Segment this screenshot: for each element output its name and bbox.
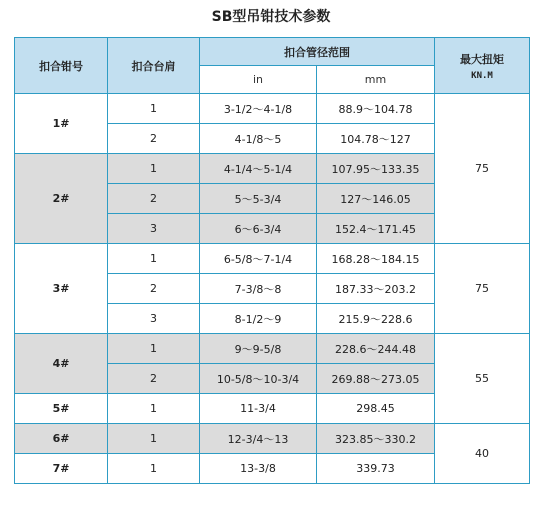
- range-in-cell: 4-1/8～5: [200, 124, 317, 154]
- header-torque: [435, 38, 530, 94]
- shoulder-cell: 2: [108, 274, 200, 304]
- range-mm-cell: 104.78～127: [317, 124, 435, 154]
- range-mm-cell: 168.28～184.15: [317, 244, 435, 274]
- shoulder-cell: 3: [108, 214, 200, 244]
- range-mm-cell: 107.95～133.35: [317, 154, 435, 184]
- model-cell: 5#: [15, 394, 108, 424]
- shoulder-cell: 1: [108, 154, 200, 184]
- range-mm-cell: 339.73: [317, 454, 435, 484]
- table-row: [15, 94, 530, 124]
- range-in-cell: 13-3/8: [200, 454, 317, 484]
- range-in-cell: 3-1/2～4-1/8: [200, 94, 317, 124]
- shoulder-cell: 1: [108, 394, 200, 424]
- range-mm-cell: 127～146.05: [317, 184, 435, 214]
- table-row: [15, 424, 530, 454]
- header-torque-unit: KN.M: [471, 70, 493, 81]
- model-cell: 4#: [15, 334, 108, 394]
- range-in-cell: 12-3/4～13: [200, 424, 317, 454]
- range-in-cell: 10-5/8～10-3/4: [200, 364, 317, 394]
- shoulder-cell: 1: [108, 94, 200, 124]
- torque-cell: 75: [435, 94, 530, 244]
- range-mm-cell: 269.88～273.05: [317, 364, 435, 394]
- shoulder-cell: 2: [108, 184, 200, 214]
- header-torque-label: 最大扭矩: [460, 52, 504, 66]
- header-range: 扣合管径范围: [200, 38, 435, 66]
- header-row: [15, 38, 530, 66]
- range-in-cell: 5～5-3/4: [200, 184, 317, 214]
- range-in-cell: 11-3/4: [200, 394, 317, 424]
- torque-cell: 40: [435, 424, 530, 484]
- header-unit-mm: mm: [317, 66, 435, 94]
- model-cell: 2#: [15, 154, 108, 244]
- range-mm-cell: 215.9～228.6: [317, 304, 435, 334]
- range-mm-cell: 187.33～203.2: [317, 274, 435, 304]
- range-in-cell: 9～9-5/8: [200, 334, 317, 364]
- model-cell: 1#: [15, 94, 108, 154]
- range-mm-cell: 88.9～104.78: [317, 94, 435, 124]
- shoulder-cell: 2: [108, 124, 200, 154]
- range-mm-cell: 152.4～171.45: [317, 214, 435, 244]
- spec-table: [14, 37, 530, 484]
- range-in-cell: 6-5/8～7-1/4: [200, 244, 317, 274]
- torque-cell: 75: [435, 244, 530, 334]
- shoulder-cell: 1: [108, 334, 200, 364]
- model-cell: 7#: [15, 454, 108, 484]
- table-row: [15, 244, 530, 274]
- range-mm-cell: 228.6～244.48: [317, 334, 435, 364]
- shoulder-cell: 1: [108, 454, 200, 484]
- shoulder-cell: 3: [108, 304, 200, 334]
- range-mm-cell: 298.45: [317, 394, 435, 424]
- range-in-cell: 4-1/4～5-1/4: [200, 154, 317, 184]
- model-cell: 3#: [15, 244, 108, 334]
- shoulder-cell: 1: [108, 424, 200, 454]
- page-title: SB型吊钳技术参数: [211, 9, 331, 25]
- range-in-cell: 7-3/8～8: [200, 274, 317, 304]
- header-model: 扣合钳号: [15, 38, 108, 94]
- shoulder-cell: 2: [108, 364, 200, 394]
- torque-cell: 55: [435, 334, 530, 424]
- range-in-cell: 6～6-3/4: [200, 214, 317, 244]
- model-cell: 6#: [15, 424, 108, 454]
- shoulder-cell: 1: [108, 244, 200, 274]
- header-unit-in: in: [200, 66, 317, 94]
- range-in-cell: 8-1/2～9: [200, 304, 317, 334]
- header-shoulder: 扣合台肩: [108, 38, 200, 94]
- table-row: [15, 334, 530, 364]
- range-mm-cell: 323.85～330.2: [317, 424, 435, 454]
